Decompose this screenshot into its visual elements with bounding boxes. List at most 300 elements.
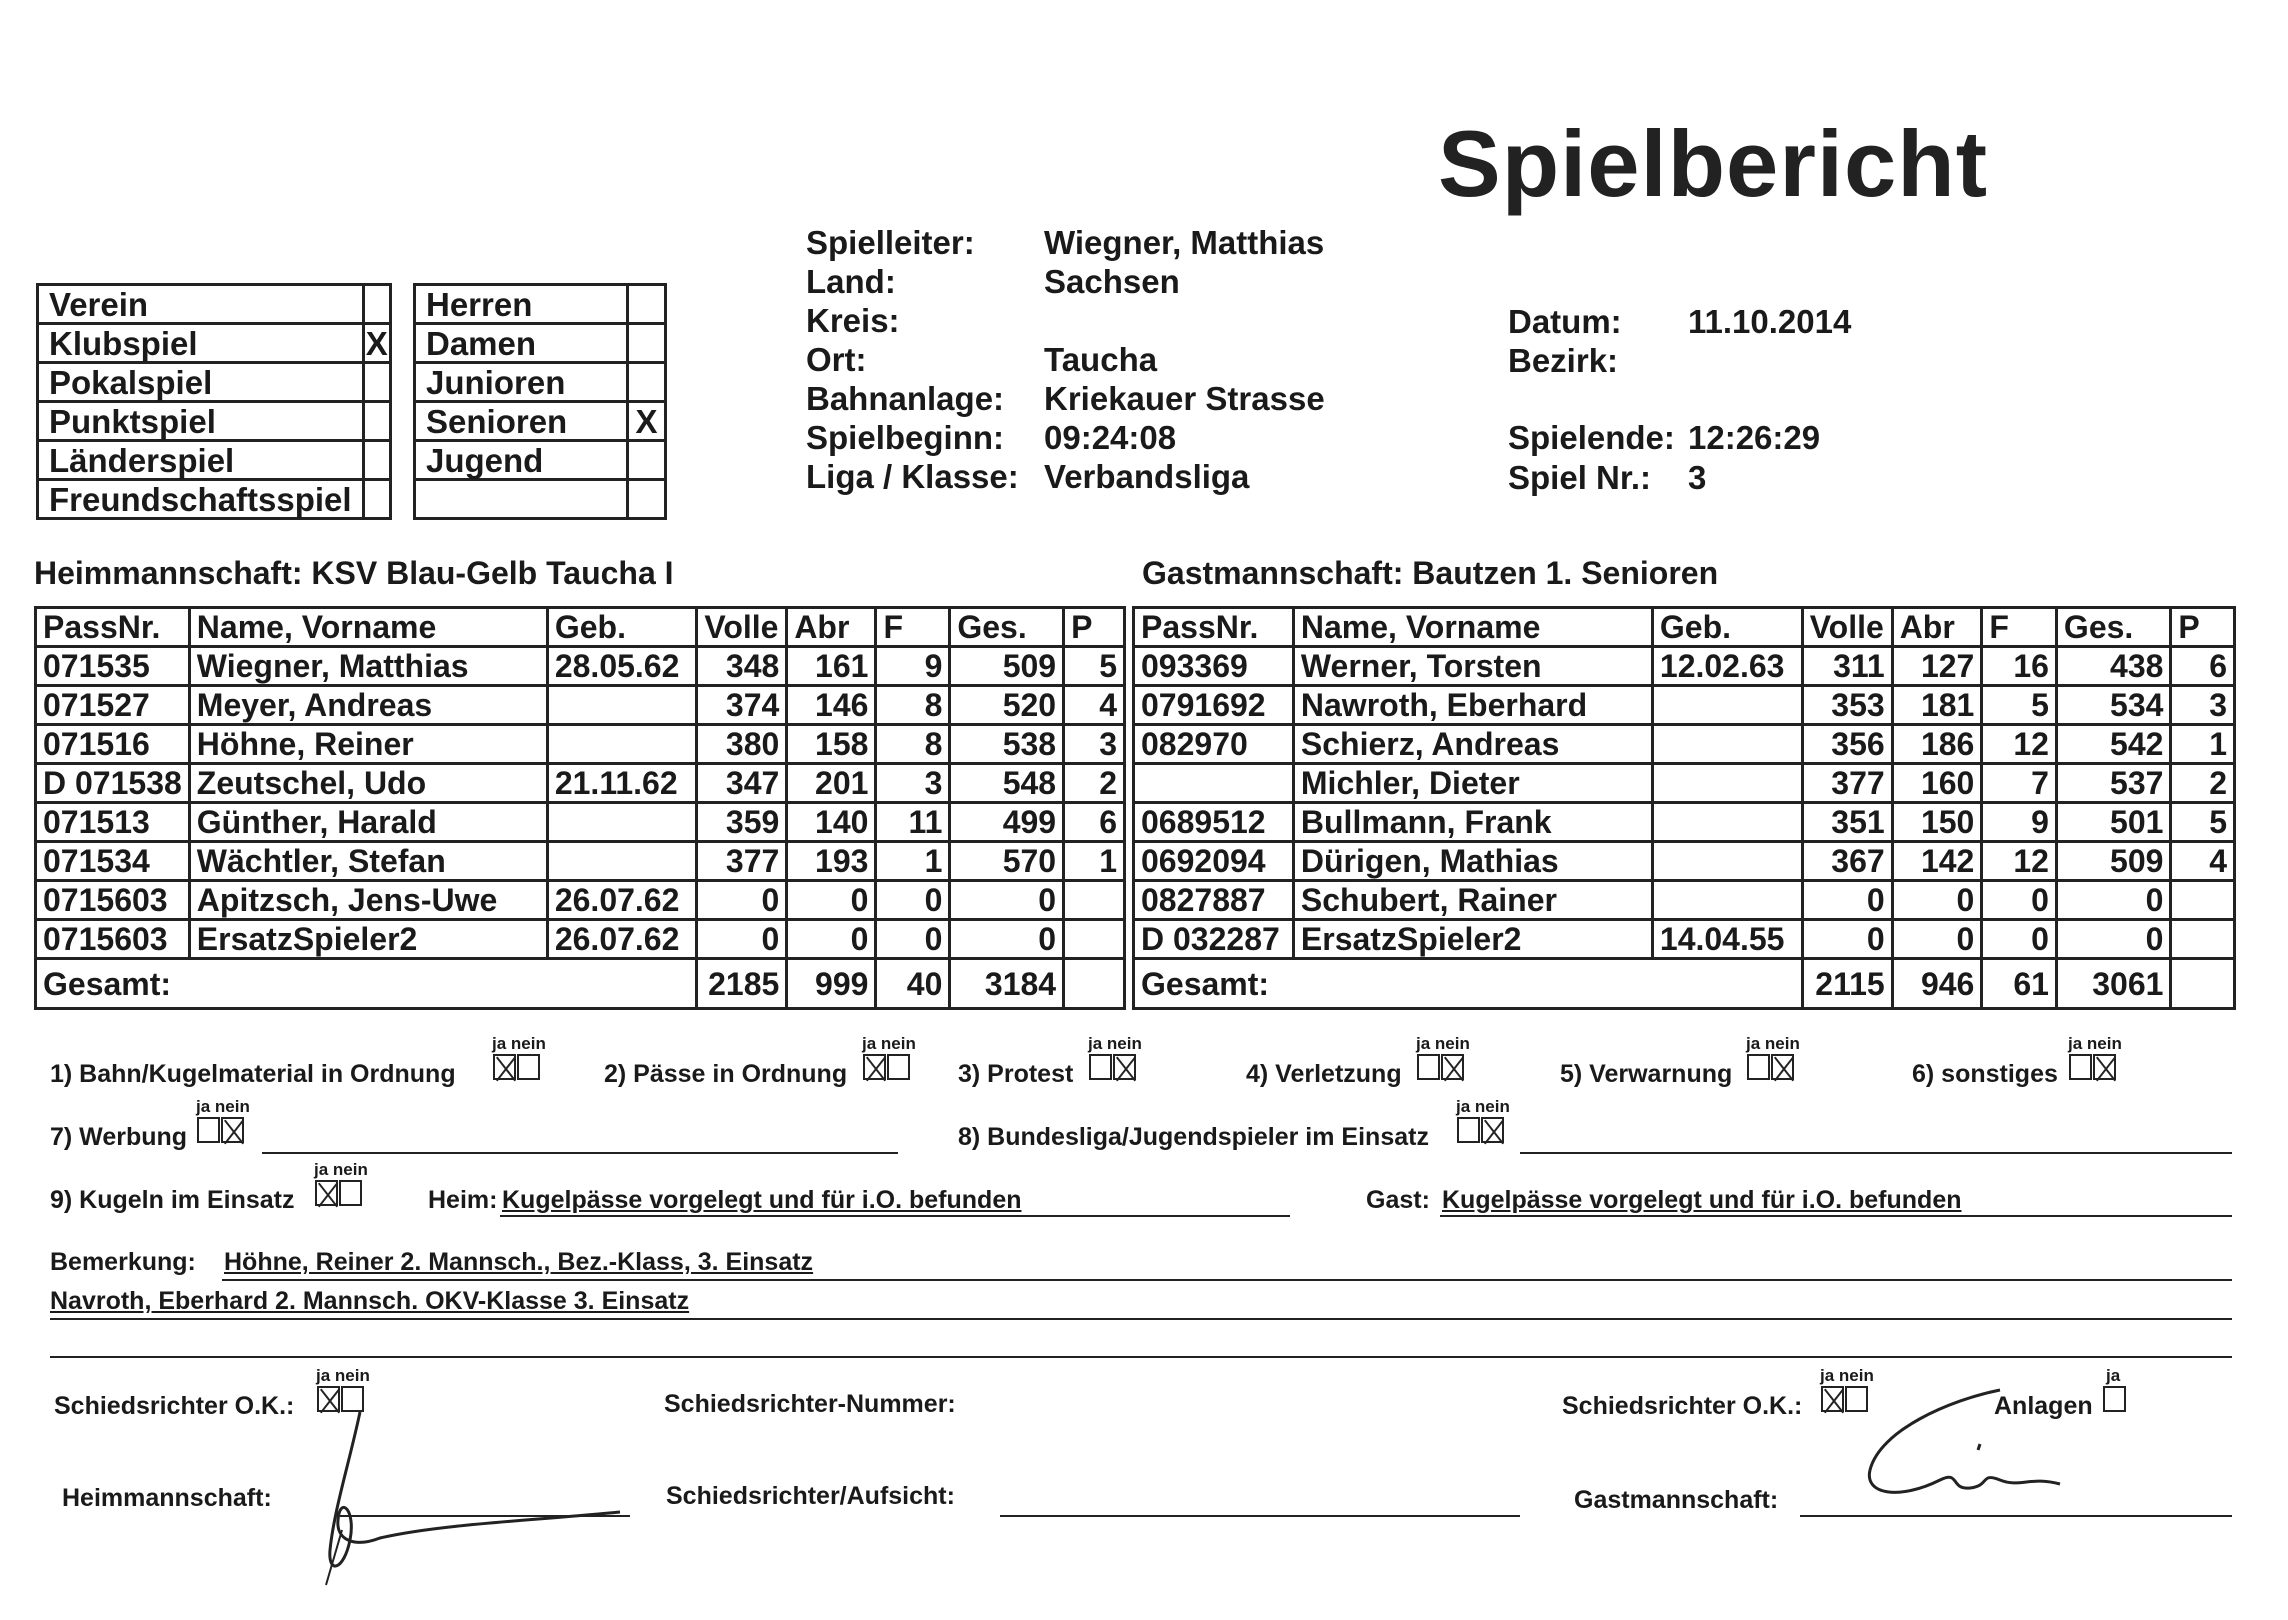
table-cell (1652, 881, 1802, 920)
column-header: Ges. (950, 608, 1064, 647)
column-header: F (1982, 608, 2057, 647)
table-cell (547, 803, 697, 842)
total-row (1134, 959, 2235, 1009)
table-cell: Werner, Torsten (1293, 647, 1652, 686)
column-header: Name, Vorname (1293, 608, 1652, 647)
q2-label: 2) Pässe in Ordnung (604, 1060, 848, 1088)
table-cell: 0 (2056, 920, 2171, 959)
remarks-line-2: Navroth, Eberhard 2. Mannsch. OKV-Klasse 3. Einsatz (50, 1287, 690, 1315)
total-cell: 2115 (1802, 959, 1892, 1009)
ja-nein-label: ja nein (196, 1097, 250, 1116)
table-cell: 0 (697, 881, 787, 920)
category-mark-cell[interactable] (628, 441, 666, 480)
table-cell: 348 (697, 647, 787, 686)
player-row (36, 647, 1125, 686)
table-cell: ErsatzSpieler2 (189, 920, 547, 959)
total-cell: 61 (1982, 959, 2057, 1009)
table-cell: 26.07.62 (547, 881, 697, 920)
ja-nein-label: ja nein (1456, 1097, 1510, 1116)
aufsicht-signature-label: Schiedsrichter/Aufsicht: (666, 1482, 955, 1510)
q7-checkbox-group (196, 1097, 250, 1143)
table-cell: D 071538 (36, 764, 190, 803)
column-header: PassNr. (1134, 608, 1294, 647)
q9-ja-checkbox[interactable] (315, 1180, 338, 1206)
game-type-mark-cell[interactable] (363, 363, 390, 402)
sr-ok-right-label: Schiedsrichter O.K.: (1562, 1392, 1803, 1420)
table-cell: 0791692 (1134, 686, 1294, 725)
table-cell: 5 (2171, 803, 2235, 842)
table-cell: Apitzsch, Jens-Uwe (189, 881, 547, 920)
total-cell (1064, 959, 1125, 1009)
table-cell: 28.05.62 (547, 647, 697, 686)
home-score-table (34, 606, 1126, 1010)
table-cell: 0689512 (1134, 803, 1294, 842)
table-cell (2171, 881, 2235, 920)
table-cell: 142 (1892, 842, 1982, 881)
player-row (1134, 686, 2235, 725)
table-cell: 351 (1802, 803, 1892, 842)
player-row (36, 920, 1125, 959)
gast-kugel-label: Gast: (1366, 1186, 1430, 1214)
game-type-box (36, 283, 392, 520)
table-cell: 071513 (36, 803, 190, 842)
heim-kugel-line (500, 1215, 1290, 1217)
total-cell: 40 (876, 959, 950, 1009)
home-signature-scribble (320, 1400, 640, 1590)
table-cell: 12.02.63 (1652, 647, 1802, 686)
ja-nein-label: ja nein (314, 1160, 368, 1179)
table-cell: 0 (787, 881, 876, 920)
home-team-name: KSV Blau-Gelb Taucha I (311, 555, 674, 591)
column-header: PassNr. (36, 608, 190, 647)
q6-nein-checkbox[interactable] (2093, 1054, 2116, 1080)
guest-team-heading (1142, 555, 1718, 592)
player-row (36, 686, 1125, 725)
table-cell: 6 (2171, 647, 2235, 686)
spielbeginn-value: 09:24:08 (1044, 419, 1177, 456)
player-row (36, 725, 1125, 764)
remarks-label: Bemerkung: (50, 1248, 196, 1276)
table-cell: 2 (2171, 764, 2235, 803)
column-header: Volle (697, 608, 787, 647)
q3-ja-checkbox[interactable] (1089, 1054, 1112, 1080)
remarks-line-1: Höhne, Reiner 2. Mannsch., Bez.-Klass, 3. Einsatz (224, 1248, 814, 1276)
table-cell: 160 (1892, 764, 1982, 803)
table-cell: Dürigen, Mathias (1293, 842, 1652, 881)
q8-ja-checkbox[interactable] (1457, 1117, 1480, 1143)
table-cell (1652, 803, 1802, 842)
game-type-mark-cell[interactable] (363, 285, 390, 324)
table-cell: 21.11.62 (547, 764, 697, 803)
total-cell: 2185 (697, 959, 787, 1009)
table-cell: 0 (950, 920, 1064, 959)
ja-nein-label: ja nein (1416, 1034, 1470, 1053)
table-cell: D 032287 (1134, 920, 1294, 959)
player-row (36, 842, 1125, 881)
category-mark-cell[interactable] (628, 480, 666, 519)
table-cell: 7 (1982, 764, 2057, 803)
guest-team-name: Bautzen 1. Senioren (1412, 555, 1719, 591)
table-cell: 438 (2056, 647, 2171, 686)
q6-ja-checkbox[interactable] (2069, 1054, 2092, 1080)
table-cell: 0 (1802, 881, 1892, 920)
page-title: Spielbericht (1438, 111, 1989, 216)
ja-nein-label: ja nein (1820, 1366, 1874, 1385)
table-cell: 16 (1982, 647, 2057, 686)
table-cell (1064, 920, 1125, 959)
table-cell: 12 (1982, 725, 2057, 764)
table-cell: 0 (876, 920, 950, 959)
table-cell: 570 (950, 842, 1064, 881)
ja-nein-label: ja nein (1088, 1034, 1142, 1053)
game-type-label: Punktspiel (38, 402, 364, 441)
table-cell: 377 (697, 842, 787, 881)
category-mark-cell[interactable]: X (628, 402, 666, 441)
q2-ja-checkbox[interactable] (863, 1054, 886, 1080)
table-cell: Schierz, Andreas (1293, 725, 1652, 764)
table-cell: 14.04.55 (1652, 920, 1802, 959)
home-team-heading (34, 555, 674, 592)
game-type-label: Pokalspiel (38, 363, 364, 402)
category-label (415, 480, 628, 519)
column-header: F (876, 608, 950, 647)
gast-signature-line[interactable] (1800, 1515, 2232, 1517)
category-row (415, 324, 666, 363)
gast-kugel-line (1440, 1215, 2232, 1217)
game-type-label: Klubspiel (38, 324, 364, 363)
bahnanlage-label: Bahnanlage: (806, 380, 1005, 417)
column-header: Geb. (1652, 608, 1802, 647)
table-cell: 11 (876, 803, 950, 842)
total-cell (2171, 959, 2235, 1009)
game-type-mark-cell[interactable] (363, 402, 390, 441)
column-header: P (1064, 608, 1125, 647)
spielende-value: 12:26:29 (1688, 419, 1821, 456)
table-cell: 150 (1892, 803, 1982, 842)
table-cell: 161 (787, 647, 876, 686)
table-cell: 3 (876, 764, 950, 803)
table-cell: 501 (2056, 803, 2171, 842)
game-type-label: Verein (38, 285, 364, 324)
total-label: Gesamt: (36, 959, 697, 1009)
total-row (36, 959, 1125, 1009)
table-cell: 0827887 (1134, 881, 1294, 920)
header-row (1134, 608, 2235, 647)
spielbeginn-label: Spielbeginn: (806, 419, 1004, 456)
table-cell: 186 (1892, 725, 1982, 764)
category-mark-cell[interactable] (628, 363, 666, 402)
player-row (1134, 920, 2235, 959)
column-header: Volle (1802, 608, 1892, 647)
column-header: Geb. (547, 608, 697, 647)
q7-ja-checkbox[interactable] (197, 1117, 220, 1143)
game-type-label: Freundschaftsspiel (38, 480, 364, 519)
q3-checkbox-group (1088, 1034, 1142, 1080)
table-cell: Nawroth, Eberhard (1293, 686, 1652, 725)
q2-checkbox-group (862, 1034, 916, 1080)
q7-label: 7) Werbung (50, 1123, 188, 1151)
kreis-label: Kreis: (806, 302, 900, 339)
q3-nein-checkbox[interactable] (1113, 1054, 1136, 1080)
category-box (413, 283, 667, 520)
remarks-rule-1 (222, 1279, 2232, 1281)
table-cell (1652, 725, 1802, 764)
game-type-mark-cell[interactable]: X (363, 324, 390, 363)
column-header: P (2171, 608, 2235, 647)
game-type-label: Länderspiel (38, 441, 364, 480)
table-cell: 0 (1892, 881, 1982, 920)
table-cell: 359 (697, 803, 787, 842)
table-cell: ErsatzSpieler2 (1293, 920, 1652, 959)
table-cell: 0 (787, 920, 876, 959)
q8-label: 8) Bundesliga/Jugendspieler im Einsatz (958, 1123, 1429, 1151)
land-label: Land: (806, 263, 896, 300)
category-mark-cell[interactable] (628, 324, 666, 363)
table-cell: 1 (1064, 842, 1125, 881)
q1-nein-checkbox[interactable] (517, 1054, 540, 1080)
table-cell: 201 (787, 764, 876, 803)
category-row (415, 441, 666, 480)
table-cell (547, 842, 697, 881)
player-row (1134, 842, 2235, 881)
table-cell (1134, 764, 1294, 803)
table-cell: 374 (697, 686, 787, 725)
table-cell: Michler, Dieter (1293, 764, 1652, 803)
game-type-mark-cell[interactable] (363, 480, 390, 519)
player-row (1134, 803, 2235, 842)
category-row (415, 285, 666, 324)
land-value: Sachsen (1044, 263, 1180, 300)
category-label: Jugend (415, 441, 628, 480)
table-cell: 158 (787, 725, 876, 764)
table-cell: Meyer, Andreas (189, 686, 547, 725)
total-cell: 999 (787, 959, 876, 1009)
game-type-row (38, 324, 391, 363)
table-cell: 509 (950, 647, 1064, 686)
table-cell (1652, 842, 1802, 881)
table-cell: 071535 (36, 647, 190, 686)
table-cell: 0 (697, 920, 787, 959)
spielende-label: Spielende: (1508, 419, 1675, 456)
bezirk-label: Bezirk: (1508, 342, 1619, 379)
category-label: Herren (415, 285, 628, 324)
q4-ja-checkbox[interactable] (1417, 1054, 1440, 1080)
table-cell: 367 (1802, 842, 1892, 881)
q4-nein-checkbox[interactable] (1441, 1054, 1464, 1080)
table-cell: 3 (1064, 725, 1125, 764)
table-cell: 0 (1802, 920, 1892, 959)
table-cell: 534 (2056, 686, 2171, 725)
spielnr-value: 3 (1688, 459, 1707, 496)
table-cell: 071516 (36, 725, 190, 764)
q4-checkbox-group (1416, 1034, 1470, 1080)
table-cell (1652, 764, 1802, 803)
table-cell: 140 (787, 803, 876, 842)
total-cell: 3184 (950, 959, 1064, 1009)
player-row (1134, 764, 2235, 803)
column-header: Abr (1892, 608, 1982, 647)
table-cell: 1 (876, 842, 950, 881)
total-cell: 3061 (2056, 959, 2171, 1009)
heim-kugel-label: Heim: (428, 1186, 498, 1214)
table-cell: 082970 (1134, 725, 1294, 764)
guest-signature-scribble (1830, 1380, 2070, 1510)
category-label: Junioren (415, 363, 628, 402)
ort-value: Taucha (1044, 341, 1158, 378)
table-cell: 181 (1892, 686, 1982, 725)
q8-nein-checkbox[interactable] (1481, 1117, 1504, 1143)
q6-label: 6) sonstiges (1912, 1060, 2058, 1088)
table-cell: 353 (1802, 686, 1892, 725)
q5-label: 5) Verwarnung (1560, 1060, 1733, 1088)
q1-label: 1) Bahn/Kugelmaterial in Ordnung (50, 1060, 456, 1088)
ja-label: ja (2106, 1366, 2121, 1385)
aufsicht-signature-line[interactable] (1000, 1515, 1520, 1517)
spielnr-label: Spiel Nr.: (1508, 459, 1652, 496)
liga-value: Verbandsliga (1044, 458, 1250, 495)
table-cell: 509 (2056, 842, 2171, 881)
column-header: Abr (787, 608, 876, 647)
table-cell (547, 686, 697, 725)
anlagen-label: Anlagen (1994, 1392, 2093, 1420)
table-cell: 4 (2171, 842, 2235, 881)
table-cell (547, 725, 697, 764)
game-type-row (38, 363, 391, 402)
table-cell (1064, 881, 1125, 920)
q4-label: 4) Verletzung (1246, 1060, 1402, 1088)
table-cell: 356 (1802, 725, 1892, 764)
remarks-rule-3 (50, 1356, 2232, 1358)
category-row (415, 363, 666, 402)
column-header: Name, Vorname (189, 608, 547, 647)
table-cell: Höhne, Reiner (189, 725, 547, 764)
q5-nein-checkbox[interactable] (1771, 1054, 1794, 1080)
table-cell: 9 (1982, 803, 2057, 842)
game-type-row (38, 402, 391, 441)
q7-nein-checkbox[interactable] (221, 1117, 244, 1143)
table-cell: 0 (1892, 920, 1982, 959)
table-cell: 6 (1064, 803, 1125, 842)
player-row (1134, 725, 2235, 764)
spielleiter-label: Spielleiter: (806, 224, 975, 261)
gast-signature-label: Gastmannschaft: (1574, 1486, 1779, 1514)
table-cell: 0 (950, 881, 1064, 920)
heim-signature-label: Heimmannschaft: (62, 1484, 272, 1512)
table-cell: 3 (2171, 686, 2235, 725)
home-team-label: Heimmannschaft: (34, 555, 303, 591)
q9-label: 9) Kugeln im Einsatz (50, 1186, 295, 1214)
table-cell: 9 (876, 647, 950, 686)
bahnanlage-value: Kriekauer Strasse (1044, 380, 1325, 417)
datum-label: Datum: (1508, 303, 1622, 340)
sr-ok-left-label: Schiedsrichter O.K.: (54, 1392, 295, 1420)
table-cell: 0 (1982, 881, 2057, 920)
table-cell: 071527 (36, 686, 190, 725)
table-cell (2171, 920, 2235, 959)
ja-nein-label: ja nein (862, 1034, 916, 1053)
anlagen-ja-checkbox[interactable] (2103, 1386, 2126, 1412)
table-cell: Bullmann, Frank (1293, 803, 1652, 842)
total-cell: 946 (1892, 959, 1982, 1009)
table-cell: 537 (2056, 764, 2171, 803)
remarks-rule-2 (50, 1318, 2232, 1320)
table-cell: 377 (1802, 764, 1892, 803)
table-cell (1652, 686, 1802, 725)
table-cell: 093369 (1134, 647, 1294, 686)
table-cell: 5 (1982, 686, 2057, 725)
table-cell: 8 (876, 725, 950, 764)
ja-nein-label: ja nein (316, 1366, 370, 1385)
q3-label: 3) Protest (958, 1060, 1074, 1088)
table-cell: Wiegner, Matthias (189, 647, 547, 686)
table-cell: 0715603 (36, 920, 190, 959)
table-cell: 538 (950, 725, 1064, 764)
heim-kugel-text: Kugelpässe vorgelegt und für i.O. befunden (502, 1186, 1022, 1214)
liga-label: Liga / Klasse: (806, 458, 1019, 495)
q1-ja-checkbox[interactable] (493, 1054, 516, 1080)
anlagen-group (2102, 1366, 2126, 1412)
player-row (1134, 881, 2235, 920)
q8-write-line[interactable] (1520, 1152, 2232, 1154)
game-type-mark-cell[interactable] (363, 441, 390, 480)
table-cell: 26.07.62 (547, 920, 697, 959)
table-cell: 548 (950, 764, 1064, 803)
table-cell: 0 (876, 881, 950, 920)
table-cell: 311 (1802, 647, 1892, 686)
sr-nummer-label: Schiedsrichter-Nummer: (664, 1390, 956, 1418)
category-mark-cell[interactable] (628, 285, 666, 324)
table-cell: 0 (2056, 881, 2171, 920)
q5-ja-checkbox[interactable] (1747, 1054, 1770, 1080)
ja-nein-label: ja nein (1746, 1034, 1800, 1053)
table-cell: 380 (697, 725, 787, 764)
spielleiter-value: Wiegner, Matthias (1044, 224, 1325, 261)
player-row (1134, 647, 2235, 686)
ja-nein-label: ja nein (2068, 1034, 2122, 1053)
table-cell: 2 (1064, 764, 1125, 803)
table-cell: 347 (697, 764, 787, 803)
table-cell: 499 (950, 803, 1064, 842)
q2-nein-checkbox[interactable] (887, 1054, 910, 1080)
q7-write-line[interactable] (262, 1152, 898, 1154)
table-cell: 4 (1064, 686, 1125, 725)
q9-nein-checkbox[interactable] (339, 1180, 362, 1206)
category-label: Damen (415, 324, 628, 363)
table-cell: 12 (1982, 842, 2057, 881)
gast-kugel-text: Kugelpässe vorgelegt und für i.O. befunden (1442, 1186, 1962, 1214)
ort-label: Ort: (806, 341, 867, 378)
category-row (415, 480, 666, 519)
q8-checkbox-group (1456, 1097, 1510, 1143)
table-cell: Günther, Harald (189, 803, 547, 842)
table-cell: 8 (876, 686, 950, 725)
q9-checkbox-group (314, 1160, 368, 1206)
total-label: Gesamt: (1134, 959, 1803, 1009)
guest-score-table (1132, 606, 2236, 1010)
guest-team-label: Gastmannschaft: (1142, 555, 1404, 591)
table-cell: Wächtler, Stefan (189, 842, 547, 881)
table-cell: Schubert, Rainer (1293, 881, 1652, 920)
game-type-row (38, 480, 391, 519)
header-row (36, 608, 1125, 647)
table-cell: 1 (2171, 725, 2235, 764)
game-type-row (38, 285, 391, 324)
player-row (36, 803, 1125, 842)
table-cell: 0692094 (1134, 842, 1294, 881)
player-row (36, 881, 1125, 920)
datum-value: 11.10.2014 (1688, 303, 1852, 340)
table-cell: 520 (950, 686, 1064, 725)
